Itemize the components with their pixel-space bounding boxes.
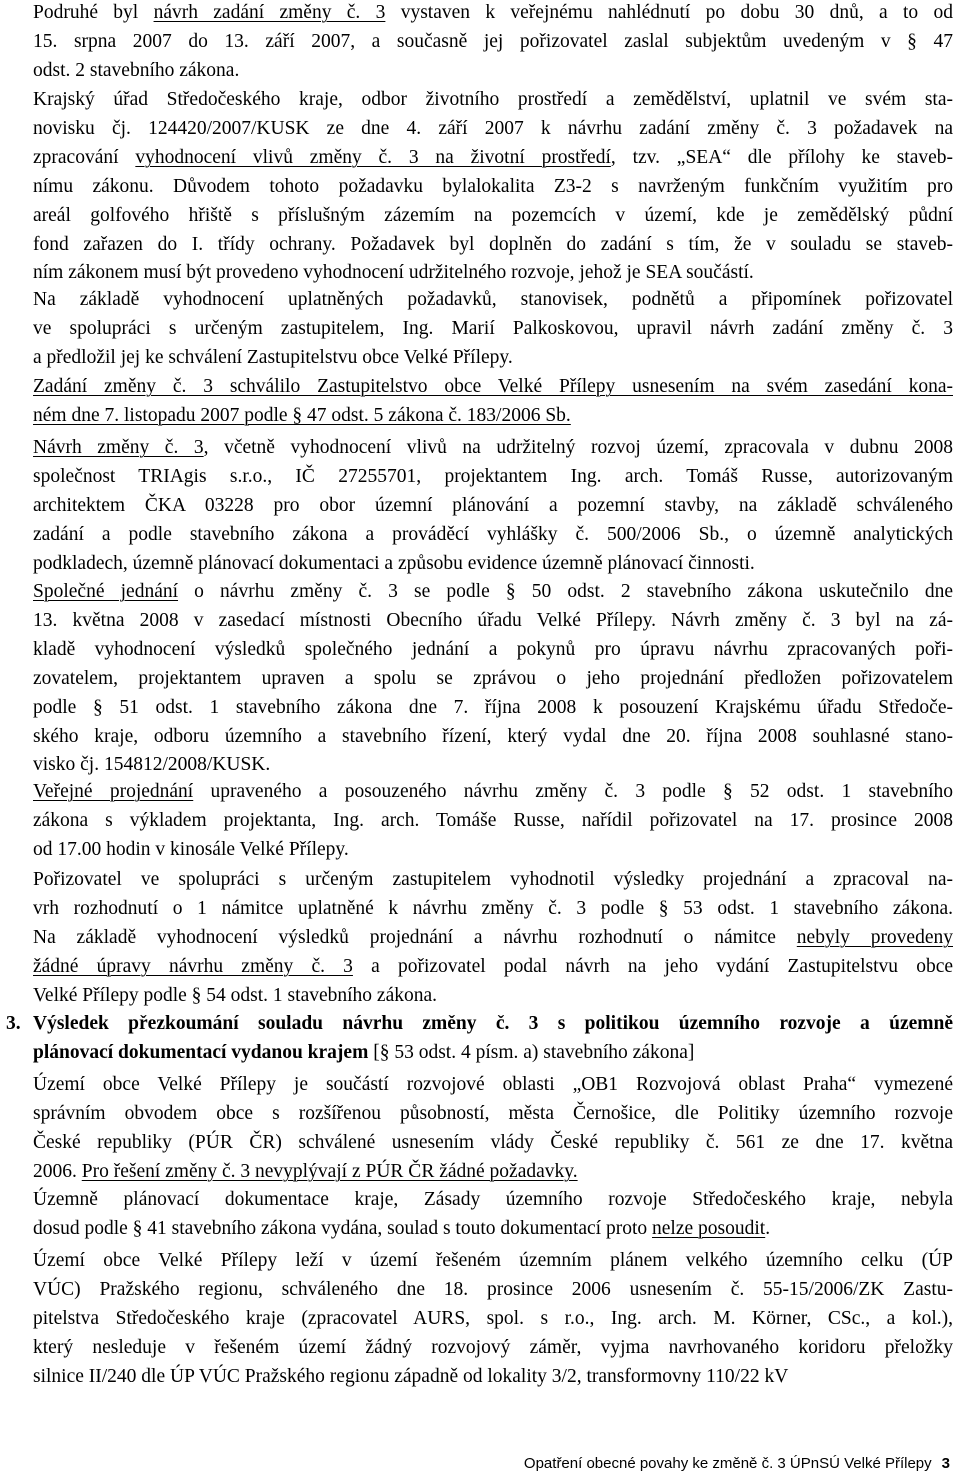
text-line [33,1043,953,1063]
text-run: , tzv. „SEA“ dle přílohy ke staveb- [610,146,954,168]
text-run: podkladech, územně plánovací dokumentaci a způsobu evidence územně plánovací činnosti. [33,552,755,574]
text-run: který nesleduje v řešeném území žádný rozvojový záměr, vyjma navrhovaného koridoru přeložky [33,1336,953,1358]
text-run: pitelstva Středočeského kraje (zpracovatel AURS, spol. s r.o., Ing. arch. M. Körner, CSc., a kol.), [33,1307,953,1329]
text-line [33,235,953,255]
text-line [33,3,953,23]
text-line [33,840,953,860]
text-run: zákona s výkladem projektanta, Ing. arch. Tomáše Russe, nařídil pořizovatel na 17. prosince 2008 [33,809,953,831]
text-run: kladě vyhodnocení výsledků společného jednání a pokynů pro úpravu návrhu zpracovaných poři- [33,638,953,660]
text-run: odst. 2 stavebního zákona. [33,59,240,81]
text-line [33,263,953,283]
text-run: ním zákonem musí být provedeno vyhodnocení udržitelného rozvoje, jehož je SEA součástí. [33,262,754,284]
text-line [33,1075,953,1095]
text-line [33,582,953,602]
text-line [33,1133,953,1153]
underlined-text: Návrh změny č. 3 [33,437,204,458]
text-line [33,177,953,197]
text-line [33,406,953,426]
underlined-text: nelze posoudit [652,1217,766,1239]
text-run: silnice II/240 dle ÚP VÚC Pražského regionu západně od lokality 3/2, transformovny 110/22 kV [33,1365,789,1387]
text-run: Pořizovatel ve spolupráci s určeným zastupitelem vyhodnotil výsledky projednání a zpracoval na- [33,869,953,890]
text-line [33,1338,953,1358]
text-run: 15. srpna 2007 do 13. září 2007, a současně jej pořizovatel zaslal subjektům uvedeným v § 47 [33,30,953,52]
underlined-text: Společné jednání [33,581,179,602]
text-line [33,870,953,890]
text-run: dosud podle § 41 stavebního zákona vydána, soulad s touto dokumentací proto [33,1217,653,1239]
text-run: Na základě vyhodnocení výsledků projednání a návrhu rozhodnutí o námitce [33,926,797,948]
text-run: ve spolupráci s určeným zastupitelem, Ing. Marií Palkoskovou, upravil návrh zadání změny č. 3 [33,317,953,339]
text-run: společnost TRIAgis s.r.o., IČ 27255701, projektantem Ing. arch. Tomáš Russe, autorizovaným [33,465,953,487]
text-line [33,957,953,977]
text-run: a předložil jej ke schválení Zastupitelstvu obce Velké Přílepy. [33,346,513,368]
text-run: správním obvodem obce s rozšířenou působností, města Černošice, dle Politiky územního rozvoje [33,1102,953,1124]
text-line [33,1014,953,1034]
page-number: 3 [941,1455,950,1472]
text-line [33,669,953,689]
underlined-text: Veřejné projednání [33,781,194,802]
text-run: a pořizovatel podal návrh na jeho vydání Zastupitelstvu obce [352,955,954,977]
text-line [33,1309,953,1329]
text-run: zpracování [33,146,136,168]
text-line [33,899,953,919]
text-line [33,928,953,948]
underlined-text: návrh zadání změny č. 3 [153,2,386,23]
text-run: . [765,1217,771,1239]
text-run: Územně plánovací dokumentace kraje, Zásady územního rozvoje Středočeského kraje, nebyla [33,1189,953,1210]
text-line [33,525,953,545]
text-line [33,496,953,516]
text-line [33,348,953,368]
text-line [33,206,953,226]
underlined-text: žádné úpravy návrhu změny č. 3 [33,955,353,977]
underlined-text: ném dne 7. listopadu 2007 podle § 47 odst. 5 zákona č. 183/2006 Sb. [33,404,571,426]
text-line [33,1251,953,1271]
underlined-text: vyhodnocení vlivů změny č. 3 na životní prostředí [135,146,611,168]
text-run: vystaven k veřejnému nahlédnutí po dobu 30 dnů, a to od [385,2,953,23]
text-run: , včetně vyhodnocení vlivů na udržitelný rozvoj území, zpracovala v dubnu 2008 [203,437,953,458]
text-run: od 17.00 hodin v kinosále Velké Přílepy. [33,838,349,860]
text-run: 13. května 2008 v zasedací místnosti Obecního úřadu Velké Přílepy. Návrh změny č. 3 byl na zá- [33,609,953,631]
text-run: Velké Přílepy podle § 54 odst. 1 stavebního zákona. [33,984,438,1006]
text-run: ského kraje, odboru územního a stavebního řízení, který vydal dne 20. října 2008 souhlasné stano- [33,725,953,747]
underlined-text: nebyly provedeny [796,926,953,948]
text-run: VÚC) Pražského regionu, schváleného dne 18. prosince 2006 usnesením č. 55-15/2006/ZK Zastu- [33,1278,953,1300]
page-footer [524,1455,950,1473]
section-number: 3. [6,1013,21,1034]
text-run: České republiky (PÚR ČR) schválené usnesením vlády České republiky č. 561 ze dne 17. května [33,1131,953,1153]
text-line [33,1219,953,1239]
text-run: Krajský úřad Středočeského kraje, odbor životního prostředí a zemědělství, uplatnil ve svém sta- [33,89,953,110]
text-line [33,438,953,458]
text-line [33,467,953,487]
text-line [33,90,953,110]
text-line [33,1162,953,1182]
text-run: vrh rozhodnutí o 1 námitce uplatněné k návrhu změny č. 3 podle § 53 odst. 1 stavebního zákona. [33,897,953,919]
text-line [33,319,953,339]
text-run: novisku čj. 124420/2007/KUSK ze dne 4. září 2007 k návrhu zadání změny č. 3 požadavek na [33,117,953,139]
text-line [33,377,953,397]
text-line [33,811,953,831]
text-run: Území obce Velké Přílepy je součástí rozvojové oblasti „OB1 Rozvojová oblast Praha“ vymezené [33,1074,953,1095]
bold-text: plánovací dokumentací vydanou krajem [33,1041,369,1063]
text-line [33,119,953,139]
text-run: o návrhu změny č. 3 se podle § 50 odst. 2 stavebního zákona uskutečnilo dne [178,581,953,602]
text-line [33,554,953,574]
text-line [33,1104,953,1124]
text-line [33,290,953,310]
text-line [33,32,953,52]
text-run: nímu zákonu. Důvodem tohoto požadavku bylalokalita Z3-2 s navrženým funkčním využitím pro [33,175,953,197]
text-line [33,148,953,168]
text-line [33,782,953,802]
text-line [33,1280,953,1300]
text-run: Území obce Velké Přílepy leží v území řešeném územním plánem velkého územního celku (ÚP [33,1250,953,1271]
text-line [33,1367,953,1387]
text-run: zadání a podle stavebního zákona a prováděcí vyhlášky č. 500/2006 Sb., o územně analytických [33,523,953,545]
text-line [33,986,953,1006]
bold-text: Výsledek přezkoumání souladu návrhu změny č. 3 s politikou územního rozvoje a územně [33,1013,953,1034]
text-run: [§ 53 odst. 4 písm. a) stavebního zákona] [368,1041,695,1063]
text-line [33,698,953,718]
underlined-text: Zadání změny č. 3 schválilo Zastupitelstvo obce Velké Přílepy usnesením na svém zasedání kona- [33,376,953,397]
text-line [33,755,953,775]
text-run: Na základě vyhodnocení uplatněných požadavků, stanovisek, podnětů a připomínek pořizovatel [33,289,953,310]
text-run: podle § 51 odst. 1 stavebního zákona dne 7. října 2008 k posouzení Krajskému úřadu Středoče- [33,696,953,718]
text-run: zovatelem, projektantem upraven a spolu se zprávou o jeho projednání předložen pořizovatelem [33,667,953,689]
text-line [33,1190,953,1210]
text-line [33,611,953,631]
text-run: upraveného a posouzeného návrhu změny č. 3 podle § 52 odst. 1 stavebního [193,781,954,802]
text-run: 2006. [33,1160,82,1182]
footer-text: Opatření obecné povahy ke změně č. 3 ÚPnSÚ Velké Přílepy [523,1455,932,1472]
text-run: fond zařazen do I. třídy ochrany. Požadavek byl doplněn do zadání s tím, že v souladu se staveb- [33,233,953,255]
text-line [33,61,953,81]
text-run: Podruhé byl [33,2,154,23]
underlined-text: Pro řešení změny č. 3 nevyplývají z PÚR ČR žádné požadavky. [81,1160,578,1182]
text-line [33,640,953,660]
text-line [33,727,953,747]
text-run: areál golfového hřiště s příslušným zázemím na pozemcích v území, kde je zemědělský půdní [33,204,953,226]
text-run: visko čj. 154812/2008/KUSK. [33,754,271,776]
text-run: architektem ČKA 03228 pro obor územní plánování a pozemní stavby, na základě schváleného [33,494,953,516]
